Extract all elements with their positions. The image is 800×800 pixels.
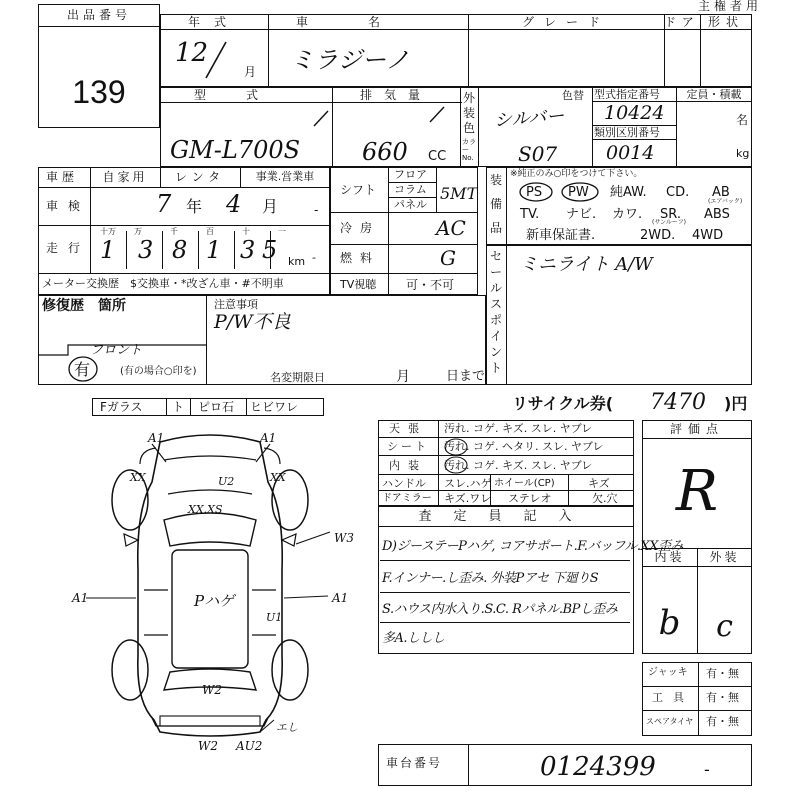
inspection-year: 7 [156, 190, 172, 218]
shift-option-column: コラム [394, 183, 427, 196]
color-code: S07 [518, 142, 558, 166]
repair-has-note: (有の場合○印を) [120, 366, 197, 377]
mileage-dash: - [312, 251, 316, 264]
stereo-value: 欠.穴 [592, 492, 618, 505]
mark-u2-hood: U2 [218, 475, 235, 488]
mark-w2-bottom: W2 [198, 739, 218, 753]
tool-spare-value: 有・無 [706, 715, 739, 728]
model-value: GM-L700S [170, 136, 301, 164]
name-change-label: 名変期限日 [270, 371, 325, 384]
inspection-label: 車検 [46, 199, 91, 213]
mileage-digit-4: 1 [206, 236, 222, 264]
salepoint-char-5: ポ [490, 313, 503, 327]
equip-tv: TV. [520, 207, 540, 222]
mark-a1-right: A1 [332, 591, 349, 605]
tool-tools-label: 工具 [652, 691, 694, 704]
model-tick [310, 108, 332, 130]
mark-a1-left: A1 [72, 591, 89, 605]
handle-label: ハンドル [382, 477, 426, 490]
mark-a1-front-left: A1 [148, 431, 165, 445]
salepoint-char-1: セ [490, 249, 503, 263]
owner-label: 主権者用 [698, 0, 763, 13]
salepoint-char-3: ル [490, 281, 503, 295]
equip-pw: PW [568, 185, 589, 200]
sunroof-sub: (サンルーフ) [652, 219, 686, 226]
score-overall: R [675, 459, 719, 524]
mark-w3: W3 [334, 531, 354, 545]
equipment-char-3: 品 [490, 221, 503, 235]
equipment-note: ※純正のみ○印をつけて下さい。 [510, 169, 643, 179]
equip-sr: SR. [660, 207, 681, 222]
digit-label-10k: 万 [134, 227, 142, 236]
equip-ps: PS [526, 185, 543, 200]
capacity-label: 定員・積載 [686, 88, 742, 101]
capacity-unit-1: 名 [736, 113, 749, 127]
chassis-value: 0124399 [540, 752, 656, 782]
color-change-label: 色替 [562, 89, 584, 102]
mileage-digit-5: 3 [240, 236, 256, 264]
salepoint-char-2: ー [490, 265, 503, 279]
mileage-digit-2: 3 [138, 236, 154, 264]
year-month-suffix: 月 [244, 65, 257, 79]
usage-business: 事業.営業車 [255, 170, 315, 183]
exterior-char-1: 外 [463, 91, 476, 105]
equip-navi: ナビ. [566, 207, 597, 222]
mark-xxxs: XX.XS [188, 503, 223, 516]
mileage-digit-6: 5 [262, 236, 278, 264]
type-no-value: 10424 [604, 102, 665, 124]
inspection-month-unit: 月 [262, 197, 279, 216]
recycle-label: リサイクル券( [512, 394, 614, 413]
equip-pw-circle [560, 180, 600, 204]
repair-label: 修復歴 箇所 [42, 298, 126, 314]
digit-label-100: 百 [206, 227, 214, 236]
equip-ab: AB [712, 185, 730, 200]
mileage-digit-1: 1 [100, 236, 116, 264]
equip-warranty: 新車保証書. [526, 228, 596, 243]
usage-rental: レンタ [174, 170, 226, 184]
model-label: 型式 [193, 88, 298, 102]
tv-value: 可・不可 [406, 278, 455, 292]
salepoint-char-8: ト [490, 361, 503, 375]
glass-windshield: Fガラス [100, 400, 143, 414]
history-label: 車歴 [46, 170, 79, 184]
tv-label: TV視聴 [340, 278, 377, 291]
row-ceiling-label: 天張 [389, 422, 427, 435]
class-no-label: 類別区別番号 [594, 126, 660, 139]
meter-note: メーター交換歴 $交換車・*改ざん車・#不明車 [42, 277, 284, 290]
equip-abs: ABS [704, 207, 730, 222]
score-label: 評価点 [669, 422, 724, 436]
equipment-char-2: 備 [490, 197, 503, 211]
airbag-sub: (エアバック) [708, 198, 743, 205]
glass-to: ト [172, 400, 185, 414]
car-diagram [60, 420, 370, 753]
year-value: 12 [175, 38, 209, 68]
shape-label: 形状 [707, 15, 744, 29]
salepoint-char-7: ン [490, 345, 503, 359]
mark-u1: U1 [266, 611, 283, 624]
ac-value: AC [436, 216, 466, 240]
repair-front: フロント [90, 343, 143, 358]
capacity-unit-2: kg [736, 147, 750, 160]
disp-label: 排気量 [359, 88, 432, 102]
shift-value: 5MT [440, 184, 478, 203]
caution-value: P/W不良 [214, 311, 291, 333]
glass-chip: ピロ石 [198, 400, 235, 414]
year-label: 年式 [187, 15, 240, 29]
name-change-month: 月 [396, 369, 410, 385]
equip-alloy: 純AW. [610, 185, 647, 200]
equip-4wd: 4WD [692, 228, 724, 243]
stereo-label: ステレオ [508, 492, 552, 505]
salepoint-char-6: イ [490, 329, 503, 343]
score-interior-label: 内装 [654, 550, 685, 564]
recycle-unit: )円 [724, 394, 748, 413]
row-interior-label: 内装 [389, 459, 427, 472]
inspection-year-unit: 年 [186, 197, 203, 216]
interior-circle-marks [442, 438, 502, 476]
mark-w2-rear: W2 [202, 683, 222, 697]
class-no-value: 0014 [606, 142, 655, 164]
equip-2wd: 2WD. [640, 228, 676, 243]
type-no-label: 型式指定番号 [594, 88, 660, 101]
name-change-day: 日まで [446, 369, 486, 384]
mark-eshi: エし [276, 721, 298, 734]
tool-tools-value: 有・無 [706, 691, 739, 704]
salepoint-value: ミニライト A/W [520, 254, 653, 275]
chassis-suffix: - [704, 760, 710, 779]
mileage-unit: km [288, 255, 306, 268]
color-no-label: カラーNo. [462, 138, 476, 162]
salepoint-char-4: ス [490, 297, 503, 311]
row-seat-options: 汚れ. コゲ. ヘタリ. スレ. ヤブレ [444, 440, 604, 453]
exterior-char-3: 色 [463, 121, 476, 135]
wheel-value: キズ [588, 477, 610, 490]
row-ceiling-options: 汚れ. コゲ. キズ. スレ. ヤブレ [444, 422, 593, 435]
tool-jack-value: 有・無 [706, 667, 739, 680]
caution-label: 注意事項 [214, 298, 258, 311]
equip-leather: カワ. [612, 207, 643, 222]
glass-crack: ヒビワレ [250, 400, 299, 414]
mark-au2: AU2 [236, 739, 263, 753]
lot-label: 出品番号 [66, 8, 131, 22]
shift-label: シフト [340, 183, 377, 197]
repair-has: 有 [74, 360, 91, 379]
digit-label-1: 一 [278, 227, 286, 236]
mileage-label: 走行 [46, 241, 91, 255]
tool-spare-label: スペアタイヤ [646, 717, 694, 726]
row-interior-options: 汚れ. コゲ. キズ. スレ. ヤブレ [444, 459, 593, 472]
car-label: 車名 [295, 15, 440, 29]
fuel-value: G [440, 246, 456, 270]
mileage-digit-3: 8 [172, 236, 188, 264]
chassis-label: 車台番号 [386, 756, 443, 770]
shift-option-panel: パネル [394, 198, 427, 211]
inspection-month: 4 [226, 190, 242, 218]
inspection-dash: - [314, 203, 319, 217]
year-slash [200, 38, 230, 82]
inspector-line-3: S.ハウス内水入り.S.C. Rパネル.BPし歪み [382, 602, 618, 617]
row-seat-label: シート [387, 440, 429, 453]
inspector-line-1: D)ジーステーPハゲ, コアサポート.F.バッフル.XX歪み [382, 539, 683, 554]
score-interior: b [658, 603, 681, 643]
mirror-label: ドアミラー [382, 493, 432, 504]
digit-label-1k: 千 [170, 227, 178, 236]
mark-xx-right: XX [270, 471, 286, 484]
shift-option-floor: フロア [394, 168, 427, 181]
digit-label-100k: 十万 [100, 227, 116, 236]
lot-number: 139 [72, 74, 126, 110]
mark-p-hage: Pハゲ [194, 592, 235, 610]
inspector-line-4: 多A.ししし [382, 631, 445, 646]
digit-label-10: 十 [242, 227, 250, 236]
equip-cd: CD. [666, 185, 690, 200]
fuel-label: 燃料 [340, 251, 381, 265]
door-label: ドア [664, 15, 700, 29]
mirror-value: キズ.ワレ [444, 492, 492, 505]
mark-a1-front-right: A1 [260, 431, 277, 445]
car-value: ミラジーノ [290, 46, 410, 74]
inspector-line-2: F.インナー.し歪み. 外装Pアセ 下廻りS [382, 571, 599, 586]
color-value: シルバー [493, 105, 565, 132]
disp-tick [426, 104, 448, 126]
wheel-label: ホイール(CP) [494, 478, 555, 489]
exterior-char-2: 装 [463, 106, 476, 120]
usage-private: 自家用 [102, 170, 148, 184]
equipment-char-1: 装 [490, 173, 503, 187]
mark-xx-left: XX [130, 471, 146, 484]
equip-ps-circle [518, 180, 554, 204]
disp-value: 660 [362, 138, 408, 166]
ac-label: 冷房 [340, 221, 381, 235]
score-exterior-label: 外装 [709, 550, 740, 564]
recycle-value: 7470 [650, 390, 706, 415]
grade-label: グレード [521, 15, 610, 29]
tool-jack-label: ジャッキ [648, 667, 688, 678]
score-exterior: c [716, 609, 733, 644]
handle-value: スレ.ハゲ [444, 477, 492, 490]
repair-has-circle [66, 354, 102, 384]
disp-unit: CC [428, 149, 447, 164]
inspector-label: 査定員記入 [418, 509, 594, 524]
